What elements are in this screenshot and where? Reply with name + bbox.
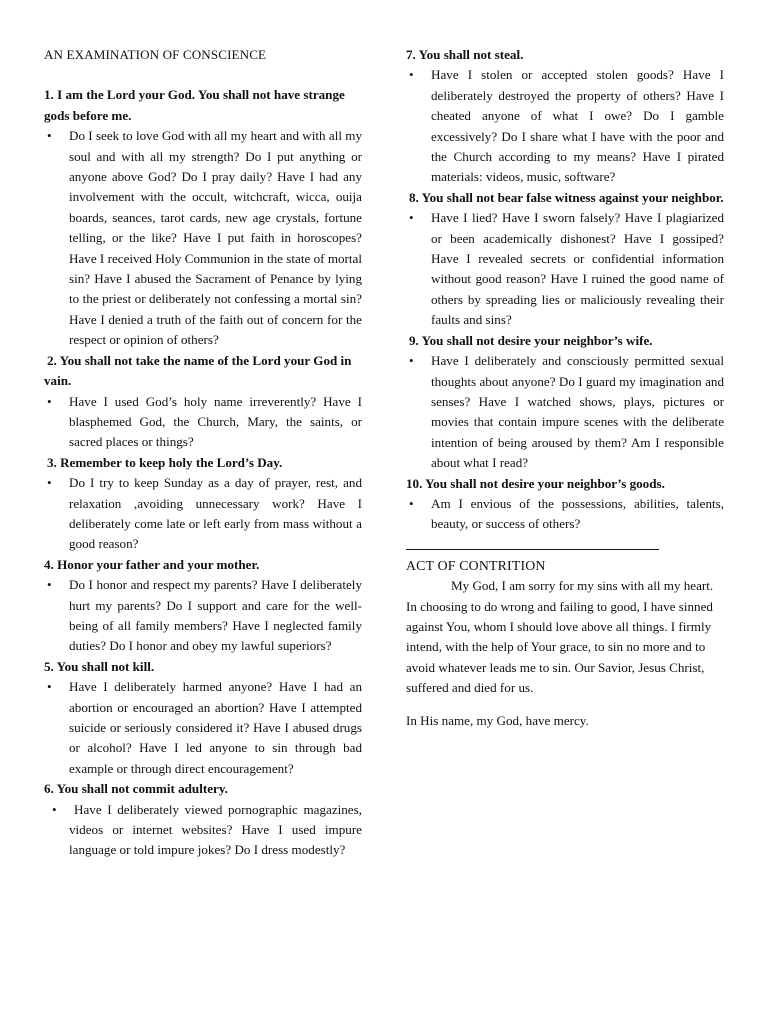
- commandment-heading-1: 1. I am the Lord your God. You shall not have strange gods before me.: [44, 87, 345, 123]
- commandment-questions-2: • Have I used God’s holy name irreverently? Have I blasphemed God, the Church, Mary, the saints, or sacred places or things?: [69, 392, 362, 453]
- commandment-heading-5: 5. You shall not kill.: [44, 658, 155, 674]
- commandment-questions-9: • Have I deliberately and consciously permitted sexual thoughts about anyone? Do I guard my imagination and senses? Have I watched shows, plays, pictures or movies that contain impure scenes with the deliberate intention of being aroused by them? Am I responsible about what I read?: [431, 351, 724, 473]
- act-of-contrition-closing: In His name, my God, have mercy.: [406, 712, 589, 728]
- right-column: [406, 45, 724, 731]
- commandment-heading-9: 9. You shall not desire your neighbor’s wife.: [409, 332, 653, 348]
- document-title: AN EXAMINATION OF CONSCIENCE: [44, 47, 267, 62]
- commandment-heading-10: 10. You shall not desire your neighbor’s goods.: [406, 475, 665, 491]
- commandment-heading-7: 7. You shall not steal.: [406, 47, 524, 62]
- commandment-questions-1: • Do I seek to love God with all my heart and with all my soul and with all my strength? Do I put anything or anyone above God? Do I pray daily? Have I had any involvement with the occult, witchcraft, wicca, ouija boards, seances, tarot cards, new age crystals, fortune telling, or the like? Have I put faith in horoscopes? Have I received Holy Communion in the state of mortal sin? Have I abused the Sacrament of Penance by lying to the priest or deliberately not confessing a mortal sin? Have I denied a truth of the faith out of concern for the respect or opinion of others?: [69, 126, 362, 350]
- act-of-contrition-title: ACT OF CONTRITION: [406, 557, 546, 573]
- left-column: [44, 45, 362, 861]
- commandment-heading-2: 2. You shall not take the name of the Lord your God in vain.: [44, 352, 352, 389]
- commandment-heading-6: 6. You shall not commit adultery.: [44, 781, 228, 797]
- commandment-questions-4: • Do I honor and respect my parents? Have I deliberately hurt my parents? Do I support and care for the well-being of all family members? Have I neglected family duties? Do I honor and obey my lawful superiors?: [69, 575, 362, 657]
- commandment-heading-4: 4. Honor your father and your mother.: [44, 556, 260, 572]
- commandment-heading-3: 3. Remember to keep holy the Lord’s Day.: [47, 454, 283, 470]
- commandment-questions-8: • Have I lied? Have I sworn falsely? Have I plagiarized or been academically dishonest? Have I gossiped? Have I revealed secrets or confidential information without good reason? Have I ruined the good name of others by spreading lies or maliciously revealing their faults and sins?: [431, 208, 724, 330]
- commandment-questions-7: • Have I stolen or accepted stolen goods? Have I deliberately destroyed the property of others? Have I cheated anyone of what I owe? Do I gamble excessively? Do I share what I have with the poor and the Church according to my means? Have I pirated materials: videos, music, software?: [431, 65, 724, 187]
- commandment-questions-3: • Do I try to keep Sunday as a day of prayer, rest, and relaxation ,avoiding unnecessary work? Have I deliberately come late or left early from mass without a good reason?: [69, 473, 362, 555]
- commandment-heading-8: 8. You shall not bear false witness against your neighbor.: [409, 189, 724, 205]
- commandment-questions-10: • Am I envious of the possessions, abilities, talents, beauty, or success of others?: [431, 494, 724, 535]
- section-divider: [406, 549, 659, 550]
- commandment-questions-6: • Have I deliberately viewed pornographic magazines, videos or internet websites? Have I used impure language or told impure jokes? Do I dress modestly?: [69, 800, 362, 861]
- commandment-questions-5: • Have I deliberately harmed anyone? Have I had an abortion or encouraged an abortion? Have I attempted suicide or seriously considered it? Have I abused drugs or alcohol? Have I led anyone to sin through bad example or through direct encouragement?: [69, 677, 362, 779]
- act-of-contrition-prayer: My God, I am sorry for my sins with all my heart. In choosing to do wrong and failing to good, I have sinned against You, whom I should love above all things. I firmly intend, with the help of Your grace, to sin no more and to avoid whatever leads me to sin. Our Savior, Jesus Christ, suffered and died for us.: [406, 578, 714, 696]
